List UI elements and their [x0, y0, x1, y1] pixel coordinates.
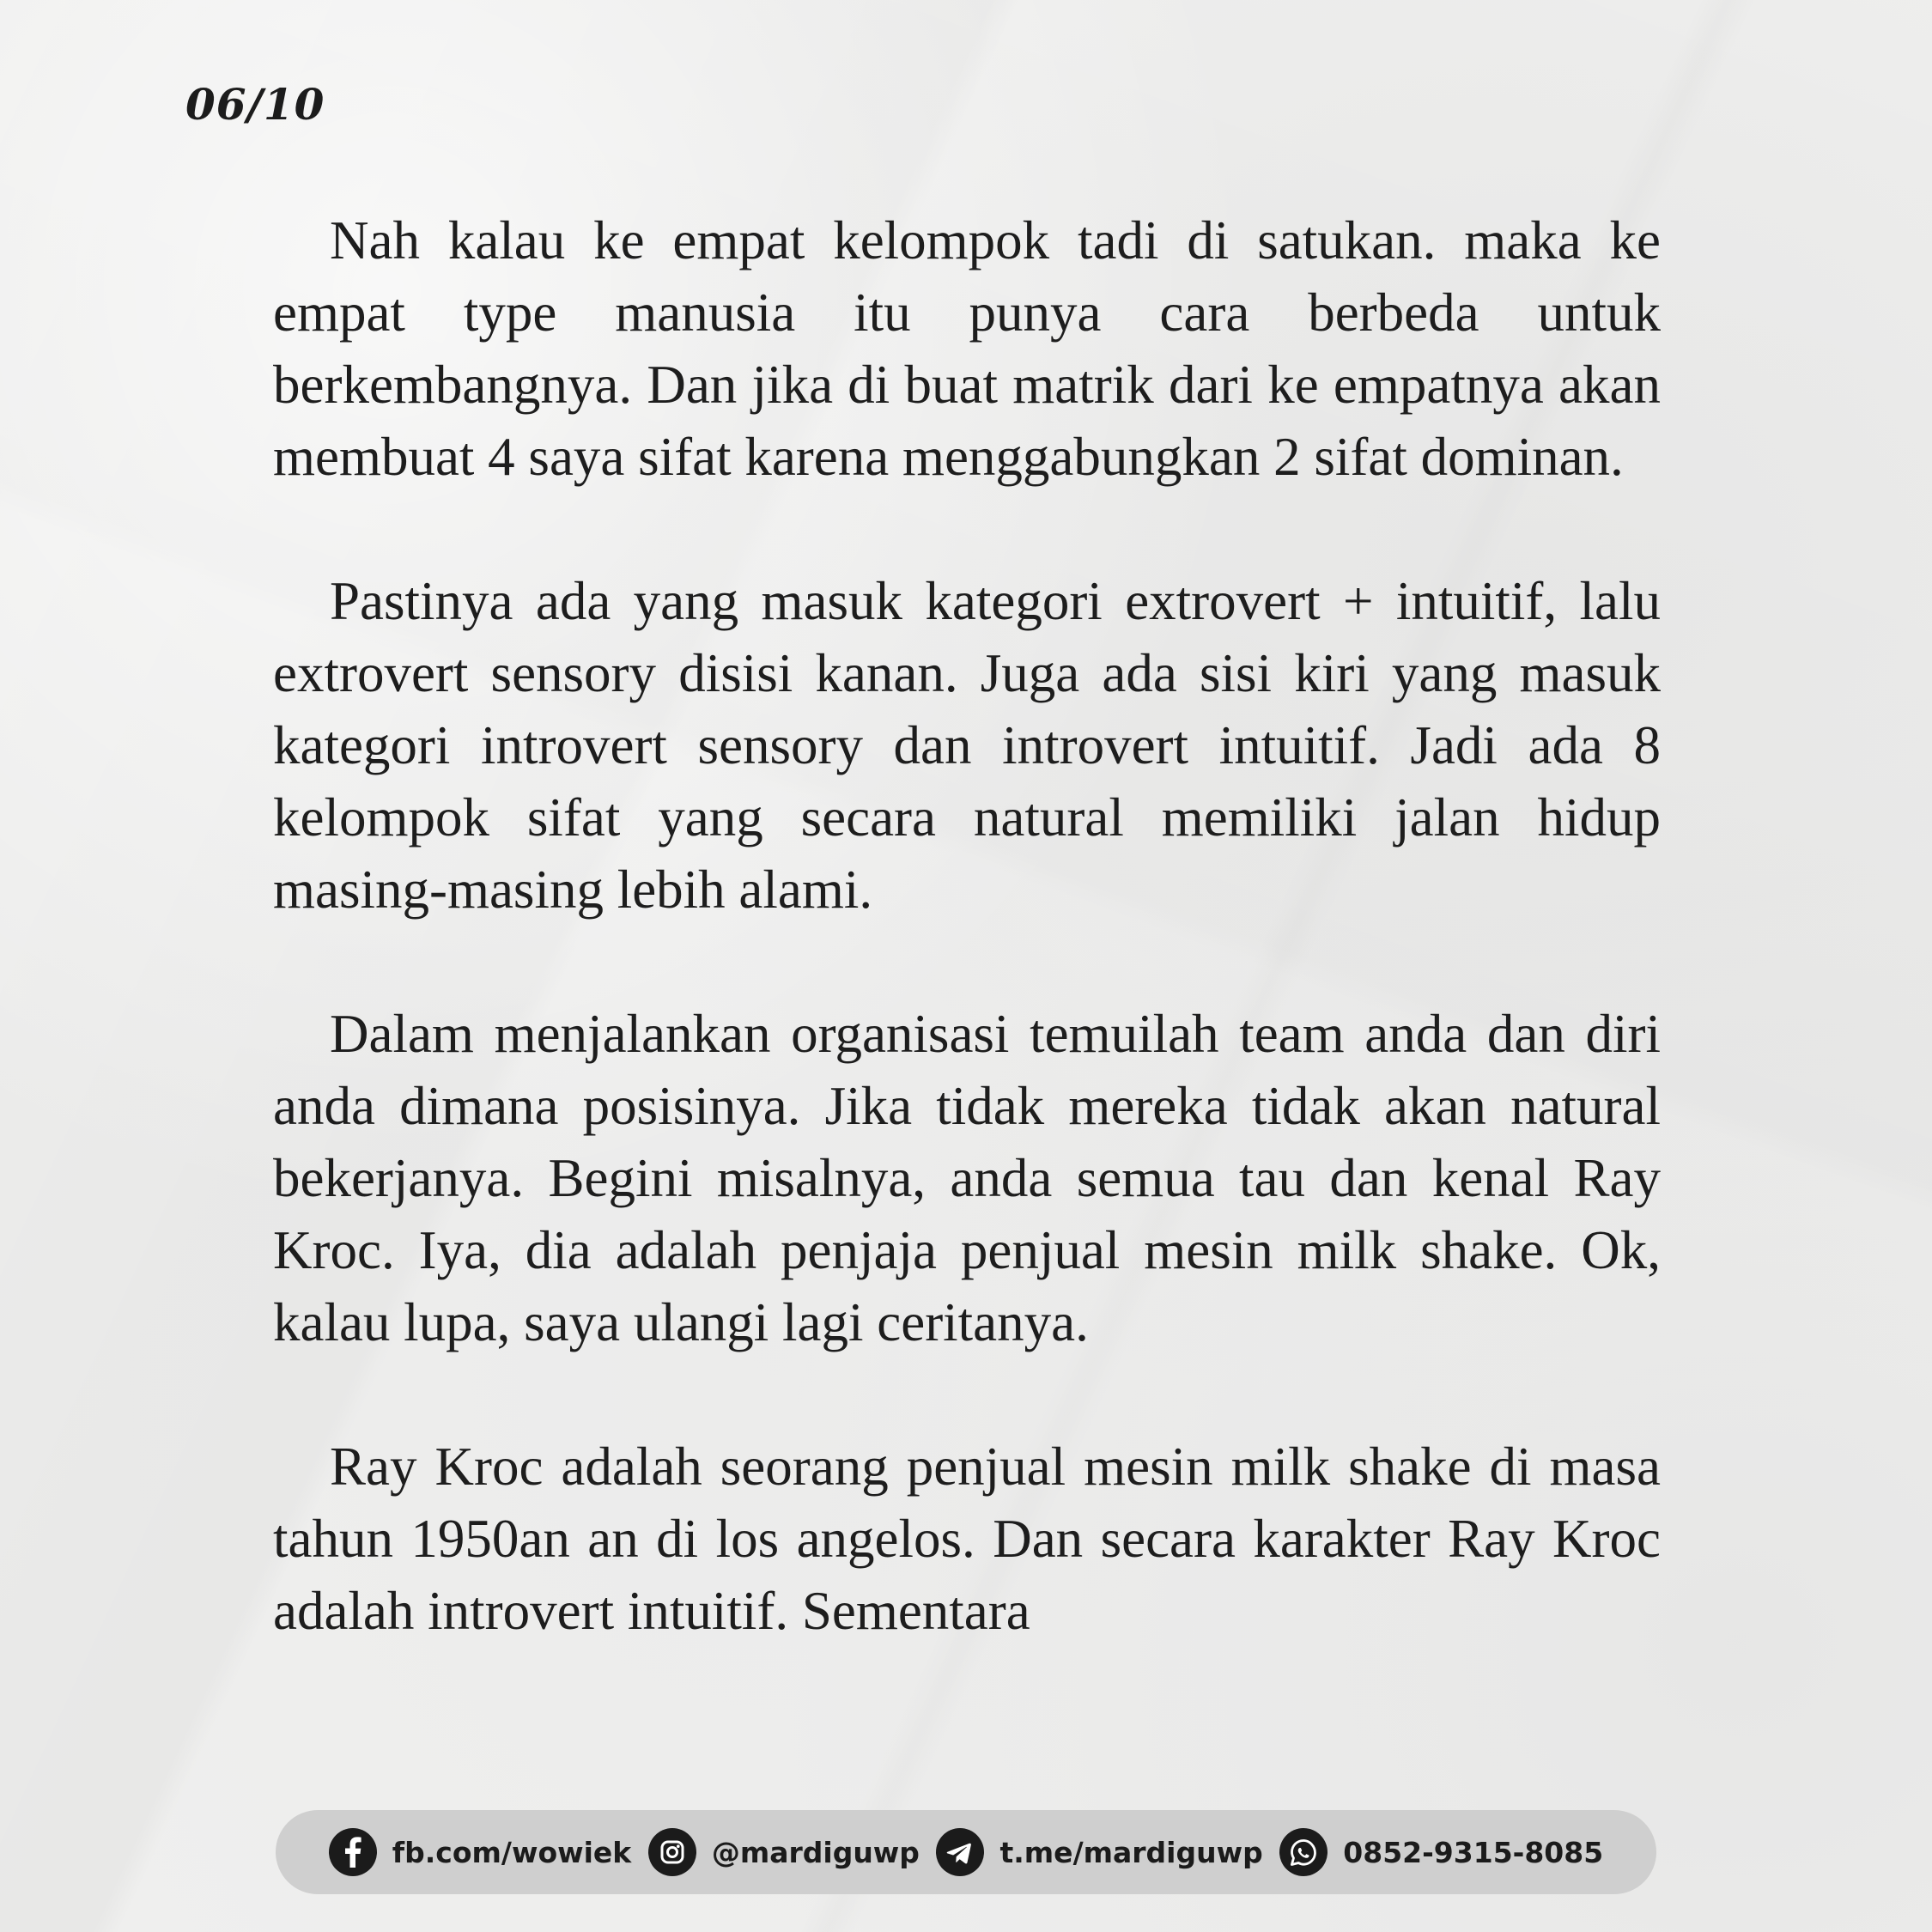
paragraph-2: Pastinya ada yang masuk kategori extrovert + intuitif, lalu extrovert sensory disisi kanan. Juga ada sisi kiri yang masuk kategori introvert sensory dan introvert intuitif. Jadi ada 8 kelompok sifat yang secara natural memiliki jalan hidup masing-masing lebih alami. — [273, 571, 1661, 920]
instagram-handle: @mardiguwp — [711, 1835, 920, 1869]
paragraph-1: Nah kalau ke empat kelompok tadi di satukan. maka ke empat type manusia itu punya cara berbeda untuk berkembangnya. Dan jika di buat matrik dari ke empatnya akan membuat 4 saya sifat karena menggabungkan 2 sifat dominan. — [273, 210, 1661, 487]
telegram-contact[interactable] — [936, 1828, 1262, 1876]
facebook-icon — [329, 1828, 377, 1876]
whatsapp-contact[interactable] — [1279, 1828, 1603, 1876]
telegram-icon — [936, 1828, 984, 1876]
contact-footer — [276, 1810, 1656, 1894]
whatsapp-number: 0852-9315-8085 — [1343, 1835, 1604, 1869]
telegram-handle: t.me/mardiguwp — [999, 1835, 1263, 1869]
whatsapp-icon — [1279, 1828, 1327, 1876]
paragraph-4: Ray Kroc adalah seorang penjual mesin milk shake di masa tahun 1950an an di los angelos. Dan secara karakter Ray Kroc adalah introvert intuitif. Sementara — [273, 1437, 1661, 1641]
article-body — [273, 204, 1661, 1647]
facebook-contact[interactable] — [329, 1828, 631, 1876]
instagram-contact[interactable] — [648, 1828, 920, 1876]
paragraph-3: Dalam menjalankan organisasi temuilah team anda dan diri anda dimana posisinya. Jika tidak mereka tidak akan natural bekerjanya. Begini misalnya, anda semua tau dan kenal Ray Kroc. Iya, dia adalah penjaja penjual mesin milk shake. Ok, kalau lupa, saya ulangi lagi ceritanya. — [273, 1004, 1661, 1352]
page-number: 06/10 — [185, 79, 325, 130]
instagram-icon — [648, 1828, 696, 1876]
facebook-handle: fb.com/wowiek — [392, 1835, 632, 1869]
